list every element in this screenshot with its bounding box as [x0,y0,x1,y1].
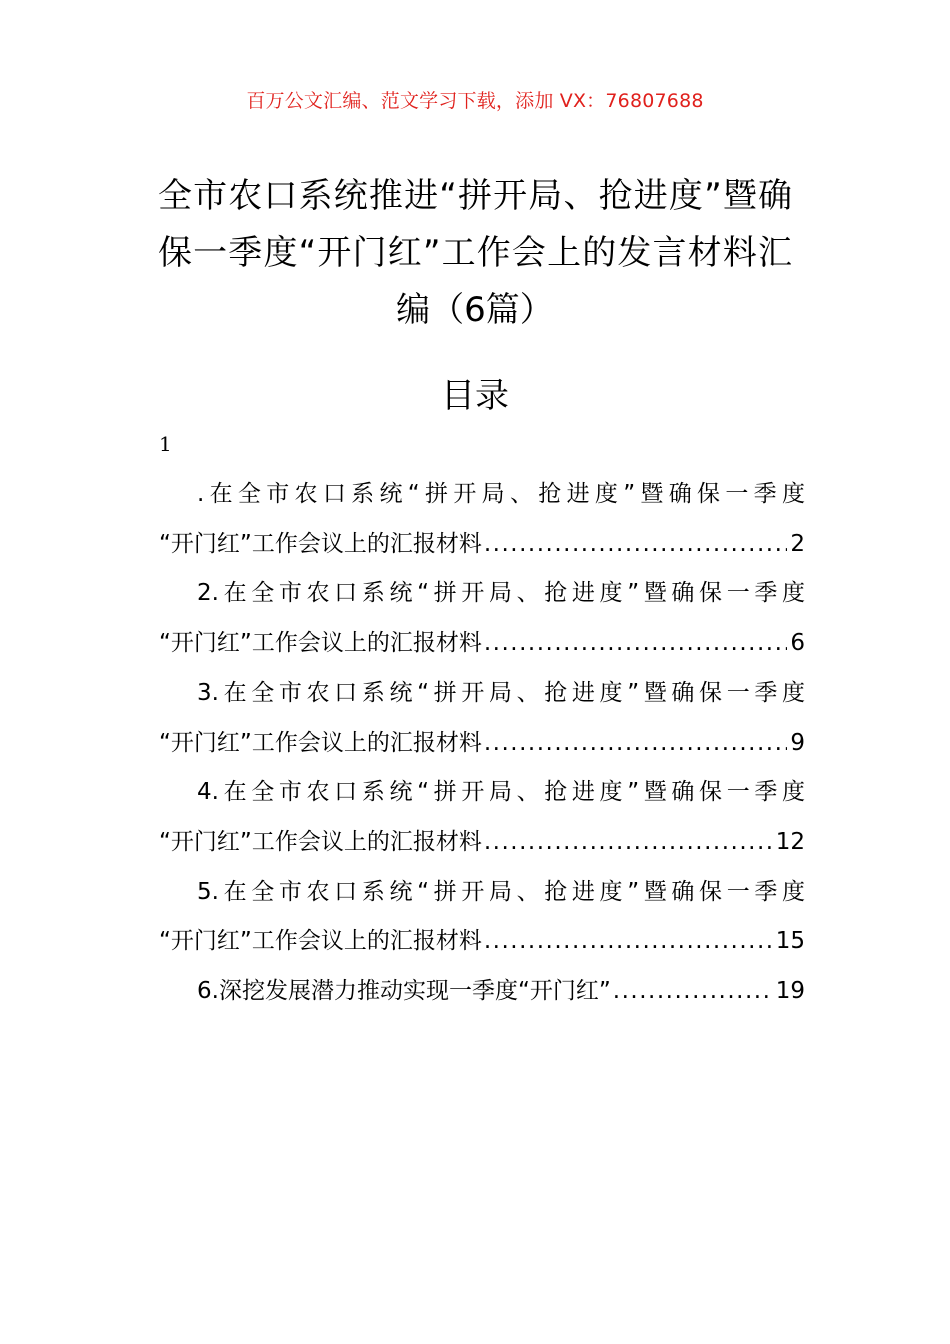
dot-leader [484,719,788,769]
toc-heading: 目录 [441,376,509,416]
toc-entry-3[interactable] [159,669,805,768]
table-of-contents [159,470,805,1017]
toc-entry-title: .在全市农口系统“拼开局、抢进度”暨确保一季度 [197,481,805,507]
header-note: 百万公文汇编、范文学习下载，添加 VX：76807688 [246,90,704,112]
dot-leader [484,818,773,868]
toc-entry-6[interactable] [159,967,805,1017]
toc-page-number: 9 [790,729,805,756]
toc-entry-5[interactable] [159,868,805,967]
toc-page-number: 15 [775,928,805,955]
toc-entry-title: 6.深挖发展潜力推动实现一季度“开门红” [197,978,611,1005]
toc-entry-title: 4.在全市农口系统“拼开局、抢进度”暨确保一季度 [197,779,805,806]
toc-page-number: 12 [775,828,805,855]
toc-entry-title-cont: “开门红”工作会议上的汇报材料 [159,828,482,855]
toc-entry-title-cont: “开门红”工作会议上的汇报材料 [159,729,482,756]
dot-leader [484,917,773,967]
toc-entry-1[interactable] [159,470,805,569]
toc-entry-title: 5.在全市农口系统“拼开局、抢进度”暨确保一季度 [197,878,805,905]
toc-entry-title: 3.在全市农口系统“拼开局、抢进度”暨确保一季度 [197,679,805,706]
toc-entry-4[interactable] [159,768,805,867]
document-title: 全市农口系统推进“拼开局、抢进度”暨确保一季度“开门红”工作会上的发言材料汇编（6篇） [158,176,792,330]
toc-entry-title-cont: “开门红”工作会议上的汇报材料 [159,928,482,955]
toc-entry-2[interactable] [159,569,805,668]
stray-number: 1 [159,432,172,456]
toc-entry-title-cont: “开门红”工作会议上的汇报材料 [159,530,482,557]
toc-entry-title: 2.在全市农口系统“拼开局、抢进度”暨确保一季度 [197,580,805,607]
dot-leader [613,967,773,1017]
toc-page-number: 6 [790,630,805,657]
toc-entry-title-cont: “开门红”工作会议上的汇报材料 [159,630,482,657]
dot-leader [484,619,788,669]
dot-leader [484,520,788,570]
toc-page-number: 19 [775,978,805,1005]
toc-page-number: 2 [790,530,805,557]
